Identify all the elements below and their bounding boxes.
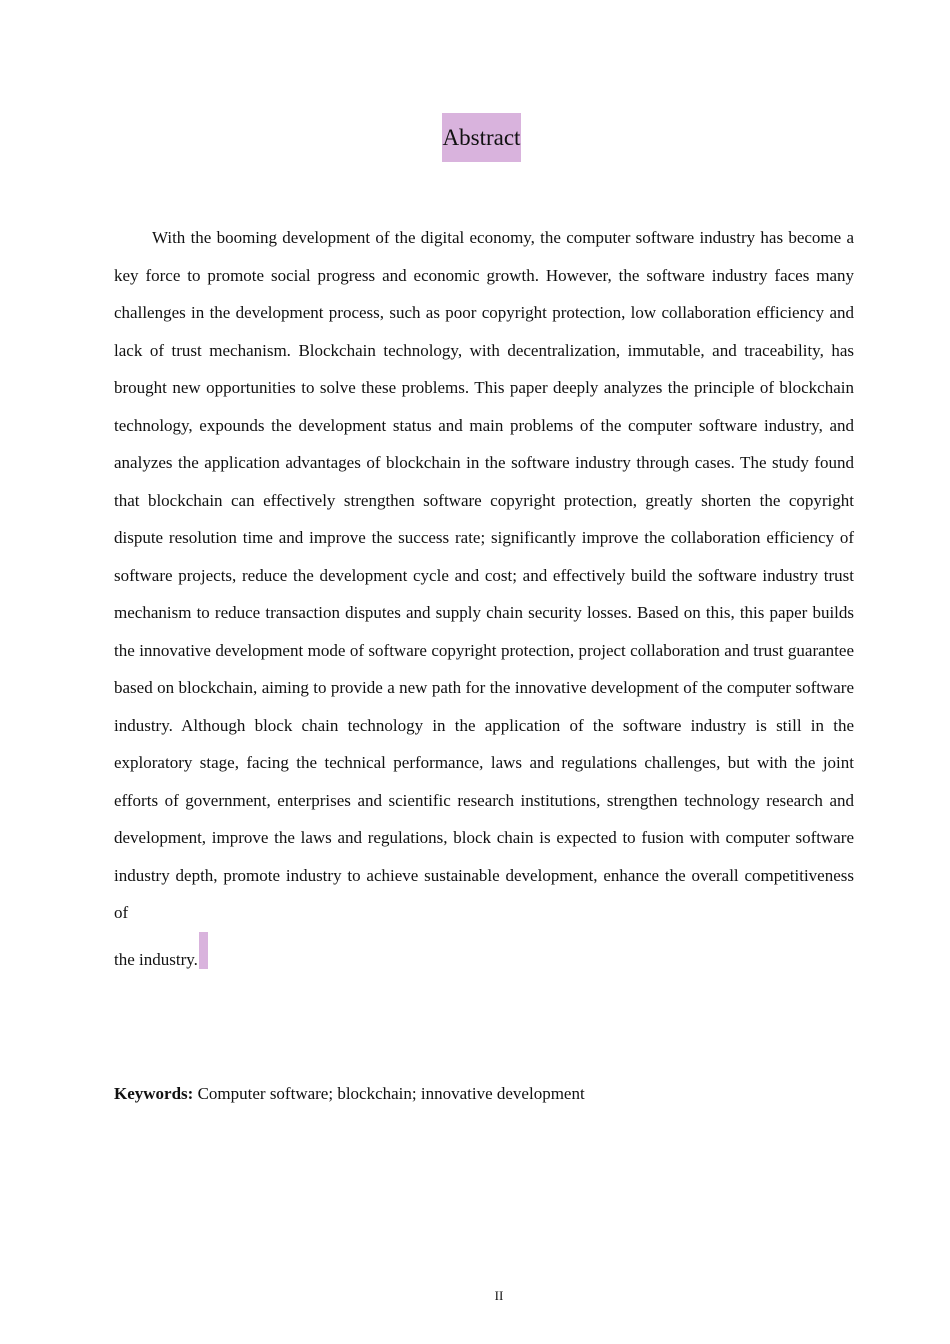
title-container xyxy=(0,113,950,162)
abstract-body-text: With the booming development of the digital economy, the computer software industry has become a key force to promote social progress and economic growth. However, the software industry faces many challenges in the development process, such as poor copyright protection, low collaboration efficiency and lack of trust mechanism. Blockchain technology, with decentralization, immutable, and traceability, has brought new opportunities to solve these problems. This paper deeply analyzes the principle of blockchain technology, expounds the development status and main problems of the computer software industry, and analyzes the application advantages of blockchain in the software industry through cases. The study found that blockchain can effectively strengthen software copyright protection, greatly shorten the copyright dispute resolution time and improve the success rate; significantly improve the collaboration efficiency of software projects, reduce the development cycle and cost; and effectively build the software industry trust mechanism to reduce transaction disputes and supply chain security losses. Based on this, this paper builds the innovative development mode of software copyright protection, project collaboration and trust guarantee based on blockchain, aiming to provide a new path for the innovative development of the computer software industry. Although block chain technology in the application of the software industry is still in the exploratory stage, facing the technical performance, laws and regulations challenges, but with the joint efforts of government, enterprises and scientific research institutions, strengthen technology research and development, improve the laws and regulations, block chain is expected to fusion with computer software industry depth, promote industry to achieve sustainable development, enhance the overall competitiveness of xyxy=(114,228,854,922)
abstract-last-line: the industry. xyxy=(114,949,198,969)
keywords-text: Computer software; blockchain; innovative development xyxy=(197,1084,585,1103)
keywords-label: Keywords: xyxy=(114,1084,194,1103)
keywords-line xyxy=(114,1080,854,1108)
abstract-title: Abstract xyxy=(442,113,522,162)
text-cursor-highlight xyxy=(199,932,208,969)
abstract-paragraph xyxy=(114,219,854,988)
page-number: II xyxy=(494,1288,504,1303)
